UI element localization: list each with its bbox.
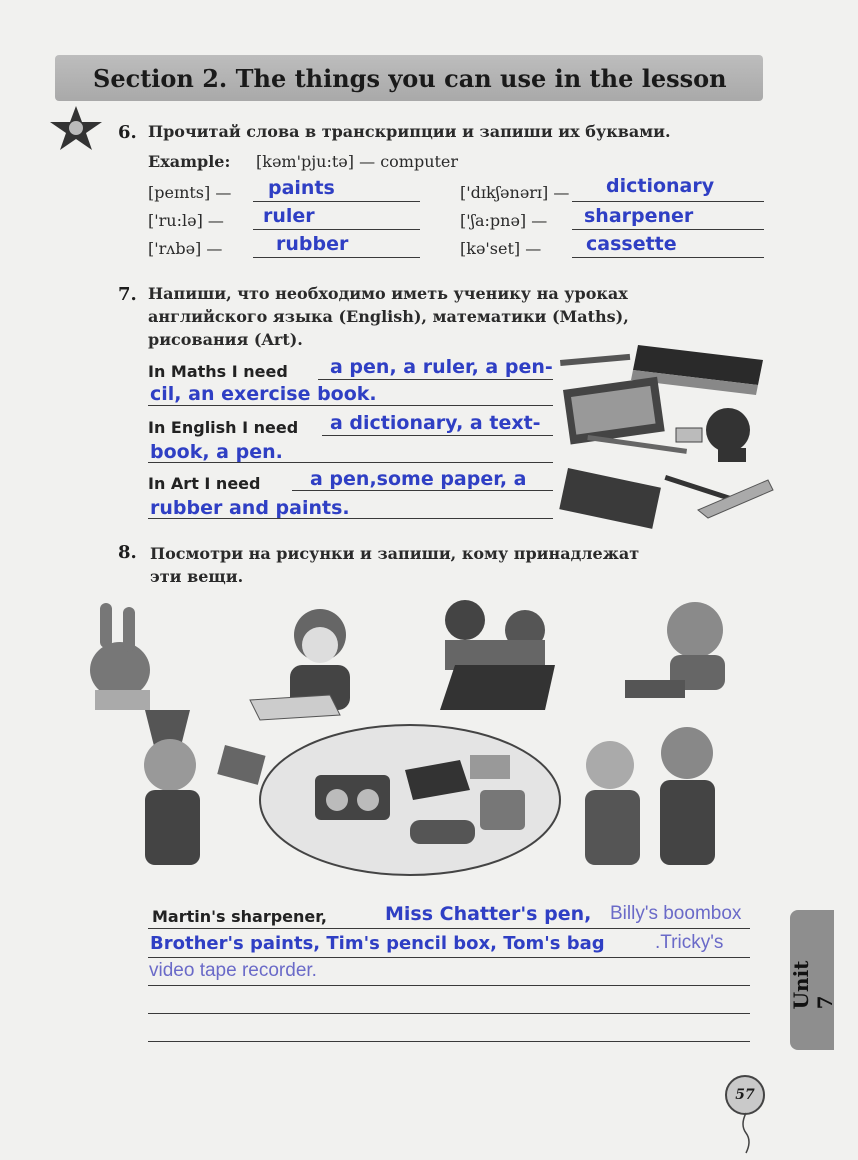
- answer-text: sharpener: [584, 205, 694, 227]
- task7-instruction-1: Напиши, что необходимо иметь ученику на уроках: [148, 284, 628, 303]
- transcription-left: [peɪnts] —: [148, 183, 232, 202]
- unit-label: Unit 7: [789, 960, 837, 1010]
- star-icon: [48, 104, 104, 152]
- task6-number: 6.: [118, 122, 137, 143]
- transcription-right: ['dɪkʃənərɪ] —: [460, 183, 570, 202]
- answer-text: ruler: [263, 205, 315, 227]
- task6-instruction: Прочитай слова в транскрипции и запиши их буквами.: [148, 122, 671, 141]
- answer-2b: .Tricky's: [655, 932, 724, 953]
- balloon-string-icon: [740, 1113, 752, 1153]
- task7-instruction-2: английского языка (English), математики (Maths),: [148, 307, 629, 326]
- printed-start: Martin's sharpener,: [152, 907, 327, 926]
- answer-line: [148, 1013, 750, 1014]
- english-answer-1: a dictionary, a text-: [330, 412, 541, 434]
- art-answer-2: rubber and paints.: [150, 497, 350, 519]
- task7-number: 7.: [118, 284, 137, 305]
- section-title: Section 2. The things you can use in the lesson: [55, 55, 763, 101]
- answer-text: rubber: [276, 233, 349, 255]
- transcription-right: [kə'set] —: [460, 239, 542, 258]
- answer-line: [253, 257, 420, 258]
- answer-1: Miss Chatter's pen,: [385, 903, 592, 925]
- answer-line: [572, 229, 764, 230]
- answer-2: Brother's paints, Tim's pencil box, Tom's bag: [150, 933, 605, 954]
- example-text: [kəm'pju:tə] — computer: [256, 152, 459, 171]
- maths-answer-2: cil, an exercise book.: [150, 383, 377, 405]
- answer-1b: Billy's boombox: [610, 903, 742, 924]
- transcription-right: ['ʃa:pnə] —: [460, 211, 548, 230]
- characters-illustration: [75, 595, 755, 890]
- task7-instruction-3: рисования (Art).: [148, 330, 303, 349]
- answer-3: video tape recorder.: [149, 960, 317, 981]
- transcription-left: ['rʌbə] —: [148, 239, 223, 258]
- answer-line: [322, 435, 553, 436]
- answer-line: [318, 379, 553, 380]
- answer-line: [148, 928, 750, 929]
- task8-number: 8.: [118, 542, 137, 563]
- transcription-left: ['ru:lə] —: [148, 211, 224, 230]
- answer-text: paints: [268, 177, 335, 199]
- answer-line: [572, 257, 764, 258]
- answer-line: [253, 201, 420, 202]
- english-answer-2: book, a pen.: [150, 441, 283, 463]
- page-number: 57: [725, 1075, 765, 1115]
- task8-instruction-1: Посмотри на рисунки и запиши, кому принадлежат: [150, 544, 640, 563]
- task8-instruction-2: эти вещи.: [150, 567, 244, 586]
- answer-line: [148, 957, 750, 958]
- maths-prompt: In Maths I need: [148, 362, 288, 381]
- answer-line: [148, 405, 553, 406]
- school-supplies-illustration: [558, 340, 778, 530]
- answer-text: dictionary: [606, 175, 715, 197]
- example-label: Example:: [148, 152, 231, 171]
- answer-line: [292, 490, 553, 491]
- art-answer-1: a pen,some paper, a: [310, 468, 527, 490]
- answer-text: cassette: [586, 233, 677, 255]
- answer-line: [148, 1041, 750, 1042]
- maths-answer-1: a pen, a ruler, a pen-: [330, 356, 553, 378]
- answer-line: [148, 985, 750, 986]
- answer-line: [253, 229, 420, 230]
- english-prompt: In English I need: [148, 418, 299, 437]
- answer-line: [572, 201, 764, 202]
- art-prompt: In Art I need: [148, 474, 261, 493]
